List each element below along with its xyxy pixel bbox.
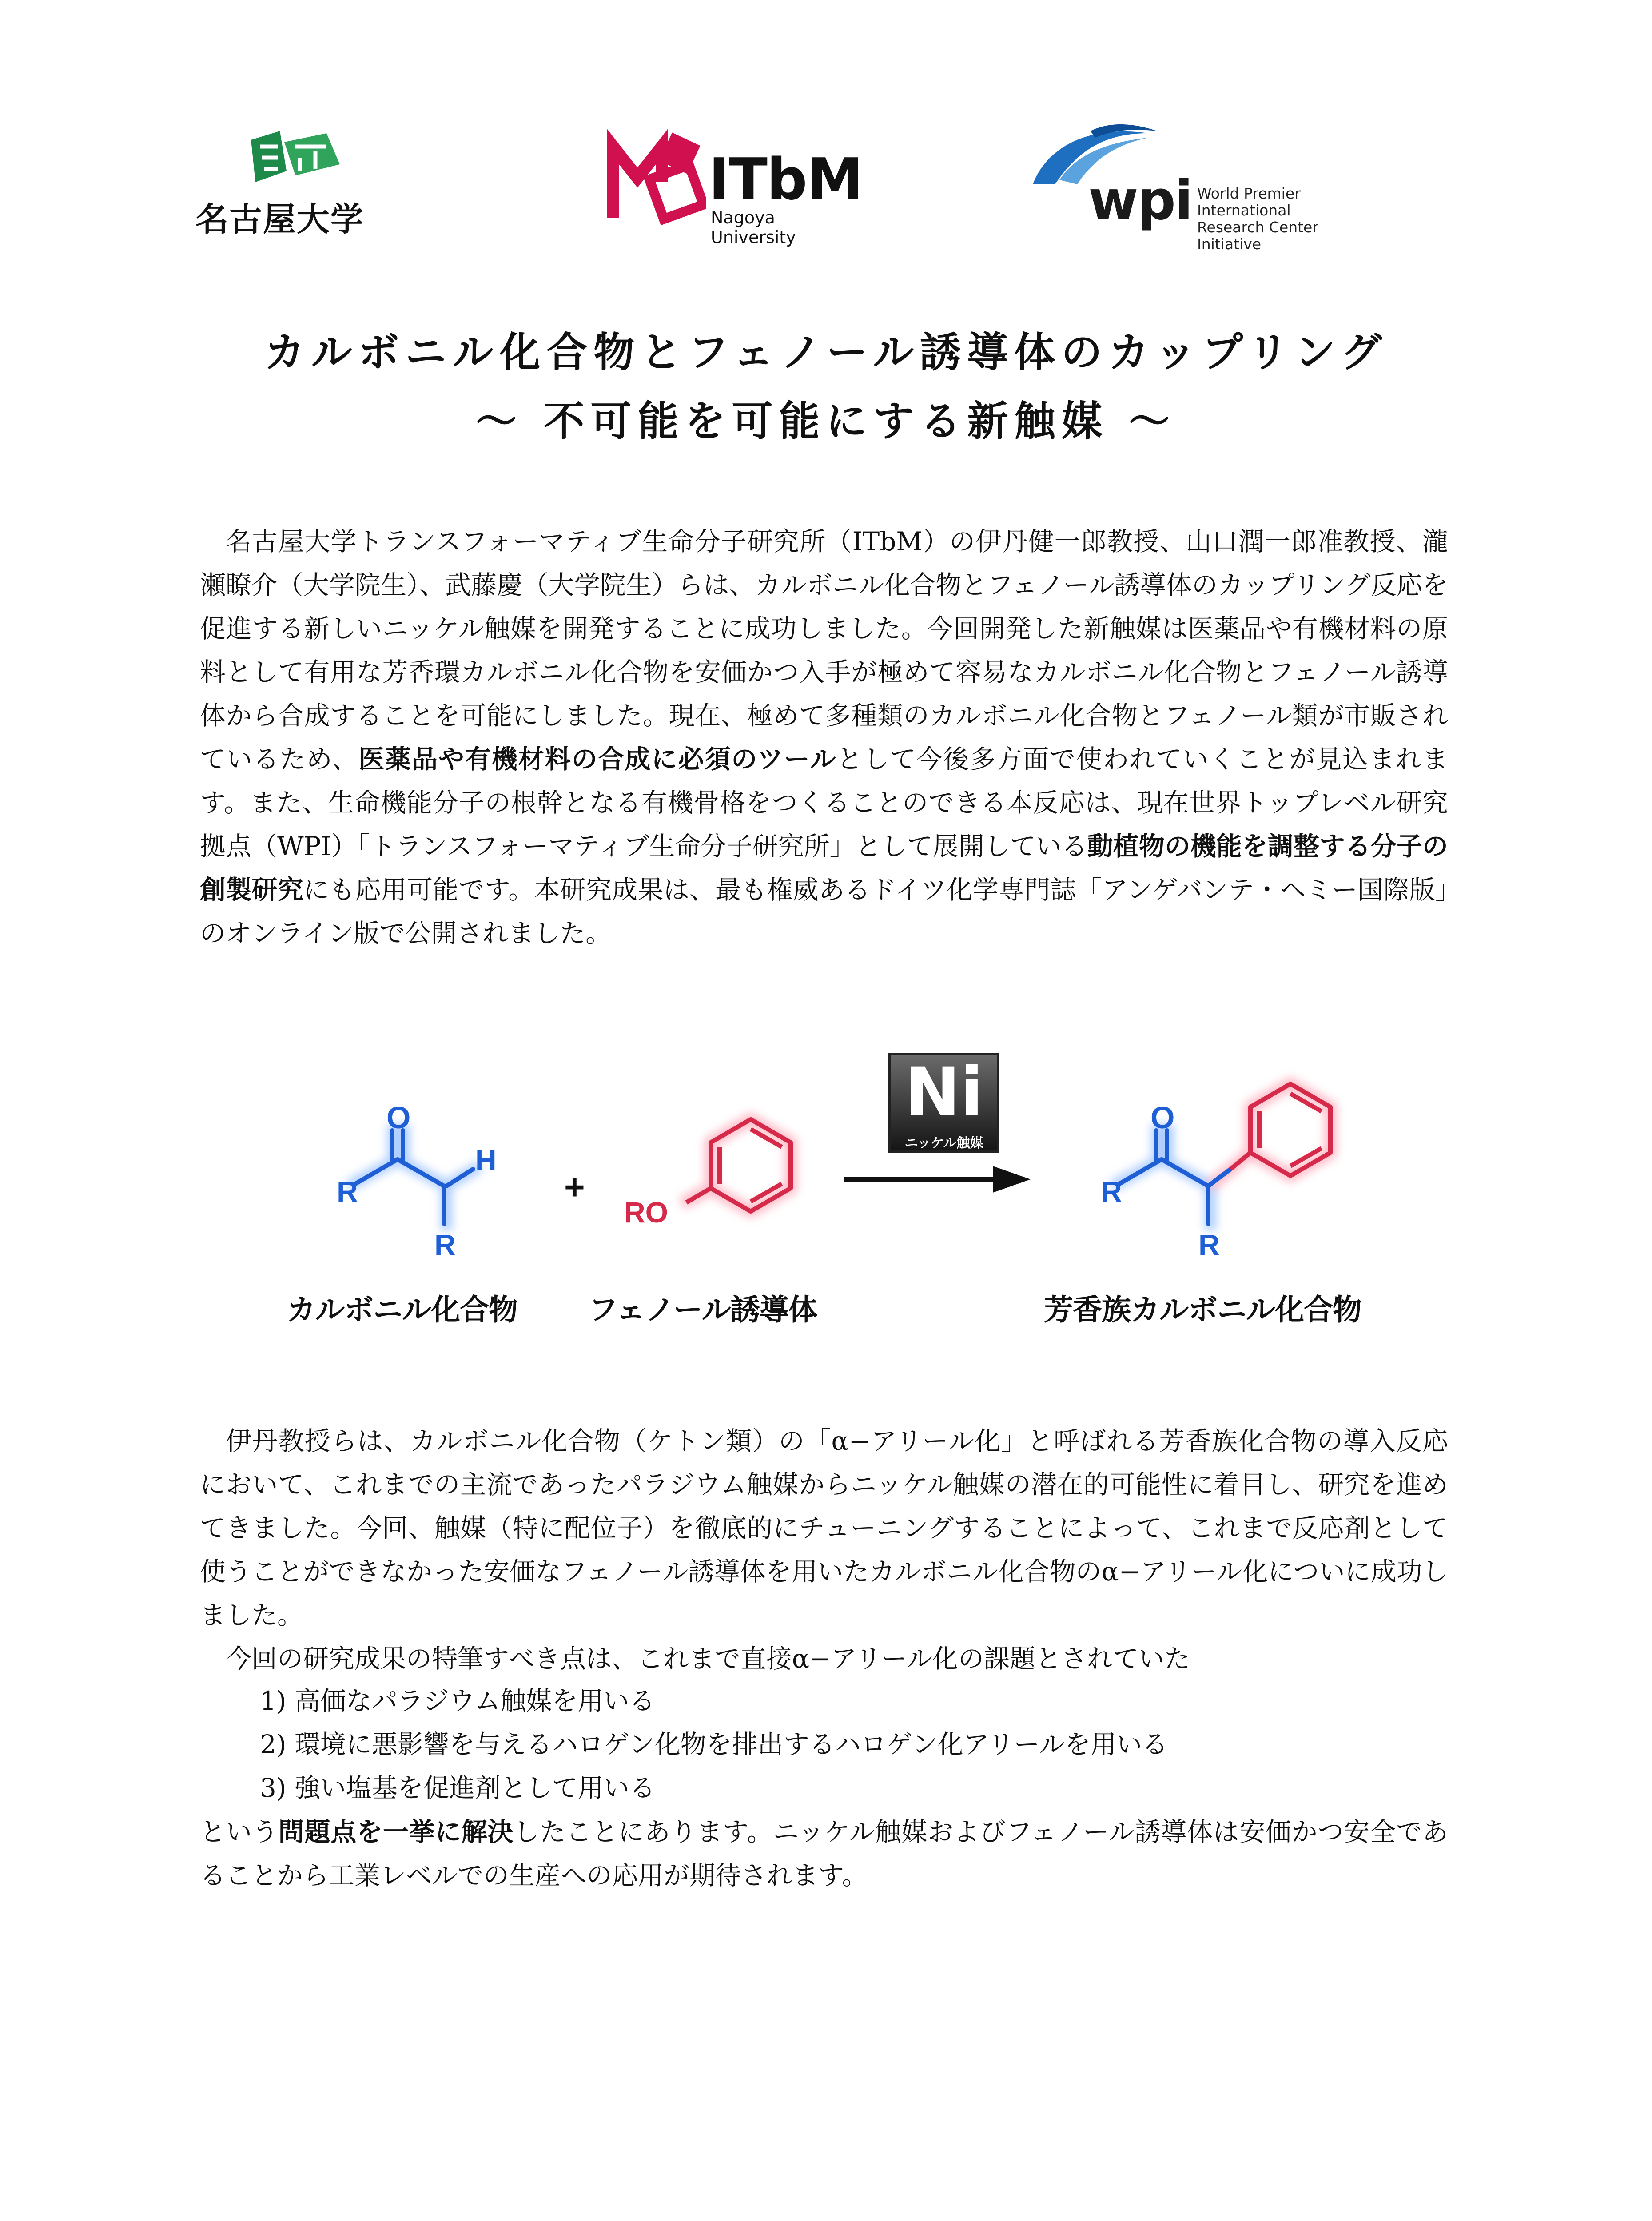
caption-phenol-derivative: フェノール誘導体 — [589, 1293, 817, 1327]
caption-aryl-carbonyl: 芳香族カルボニル化合物 — [1044, 1293, 1361, 1327]
intro-paragraph — [200, 520, 1448, 955]
reaction-arrow — [844, 1166, 1031, 1193]
itbm-mark-icon — [604, 129, 706, 231]
wpi-description — [1197, 185, 1386, 253]
nagoya-university-logo — [195, 127, 386, 239]
reaction-scheme — [287, 1053, 1430, 1341]
intro-text-e: にも応用可能です。本研究成果は、最も権威あるドイツ化学専門誌「アンゲバンテ・ヘミー国際版」のオンライン版で公開されました。 — [200, 875, 1448, 948]
aryl-carbonyl-product-structure — [1113, 1084, 1330, 1230]
research-paragraph: 伊丹教授らは、カルボニル化合物（ケトン類）の「α−アリール化」と呼ばれる芳香族化合物の導入反応において、これまでの主流であったパラジウム触媒からニッケル触媒の潜在的可能性に着目し、研究を進めてきました。今回、触媒（特に配位子）を徹底的にチューニングすることによって、これまで反応剤として使うことができなかった安価なフェノール誘導体を用いたカルボニル化合物のα−アリール化についに成功しました。 — [200, 1426, 1448, 1630]
atom-o-product: O — [1150, 1100, 1175, 1135]
nagoya-university-name: 名古屋大学 — [195, 200, 364, 239]
caption-carbonyl-compound: カルボニル化合物 — [287, 1293, 517, 1327]
phenol-derivative-structure — [682, 1119, 791, 1211]
title-line-2: ～ 不可能を可能にする新触媒 ～ — [476, 398, 1176, 445]
intro-highlight-1: 医薬品や有機材料の合成に必須のツール — [358, 744, 837, 774]
list-item: 2) 環境に悪影響を与えるハロゲン化物を排出するハロゲン化アリールを用いる — [260, 1729, 1168, 1759]
intro-highlight-2: 動植物の機能を調整する分子の創製研究 — [200, 831, 1448, 905]
atom-o-left: O — [386, 1100, 411, 1135]
wpi-logo — [1022, 118, 1386, 253]
conclusion-paragraph — [200, 1810, 1448, 1897]
nagoya-emblem-icon — [238, 127, 344, 189]
atom-r-product-2: R — [1198, 1228, 1220, 1261]
nickel-symbol: Ni — [904, 1054, 983, 1131]
conclusion-text-c: したことにあります。ニッケル触媒およびフェノール誘導体は安価かつ安全であることから工業レベルでの生産への応用が期待されます。 — [200, 1817, 1448, 1891]
nickel-catalyst-label: ニッケル触媒 — [904, 1135, 983, 1151]
nickel-catalyst-badge — [888, 1053, 999, 1153]
list-item: 3) 強い塩基を促進剤として用いる — [260, 1773, 655, 1803]
conclusion-text-a: という — [200, 1817, 279, 1847]
intro-text-c: として今後多方面で使われていくことが見込まれます。また、生命機能分子の根幹となる有機骨格をつくることのできる本反応は、現在世界トップレベル研究拠点（WPI）「トランスフォーマティブ生命分子研究所」として展開している — [200, 744, 1448, 861]
carbonyl-compound-structure — [349, 1124, 480, 1230]
itbm-logo — [604, 129, 862, 247]
intro-text-a: 名古屋大学トランスフォーマティブ生命分子研究所（ITbM）の伊丹健一郎教授、山口潤一郎准教授、瀧瀬瞭介（大学院生）、武藤慶（大学院生）らは、カルボニル化合物とフェノール誘導体のカップリング反応を促進する新しいニッケル触媒を開発することに成功しました。今回開発した新触媒は医薬品や有機材料の原料として有用な芳香環カルボニル化合物を安価かつ入手が極めて容易なカルボニル化合物とフェノール誘導体から合成することを可能にしました。現在、極めて多種類のカルボニル化合物とフェノール類が市販されているため、 — [200, 526, 1448, 774]
itbm-wordmark: ITbM — [709, 147, 862, 213]
atom-h-left: H — [475, 1144, 497, 1177]
atom-r-product-1: R — [1101, 1175, 1122, 1208]
highlights-intro: 今回の研究成果の特筆すべき点は、これまで直接α−アリール化の課題とされていた — [226, 1644, 1190, 1674]
conclusion-highlight: 問題点を一挙に解決 — [278, 1817, 514, 1847]
plus-sign: + — [564, 1167, 585, 1207]
wpi-desc-line-2: Research Center Initiative — [1197, 219, 1318, 253]
itbm-subtitle: Nagoya University — [711, 208, 796, 247]
title-line-1: カルボニル化合物とフェノール誘導体のカップリング — [264, 329, 1388, 376]
wpi-wordmark: wpi — [1088, 169, 1192, 232]
wpi-desc-line-1: World Premier International — [1197, 185, 1301, 219]
group-ro: RO — [624, 1196, 668, 1229]
atom-r-left-2: R — [434, 1228, 456, 1261]
atom-r-left-1: R — [337, 1175, 358, 1208]
list-item: 1) 高価なパラジウム触媒を用いる — [260, 1686, 655, 1716]
problem-list — [260, 1679, 1168, 1810]
